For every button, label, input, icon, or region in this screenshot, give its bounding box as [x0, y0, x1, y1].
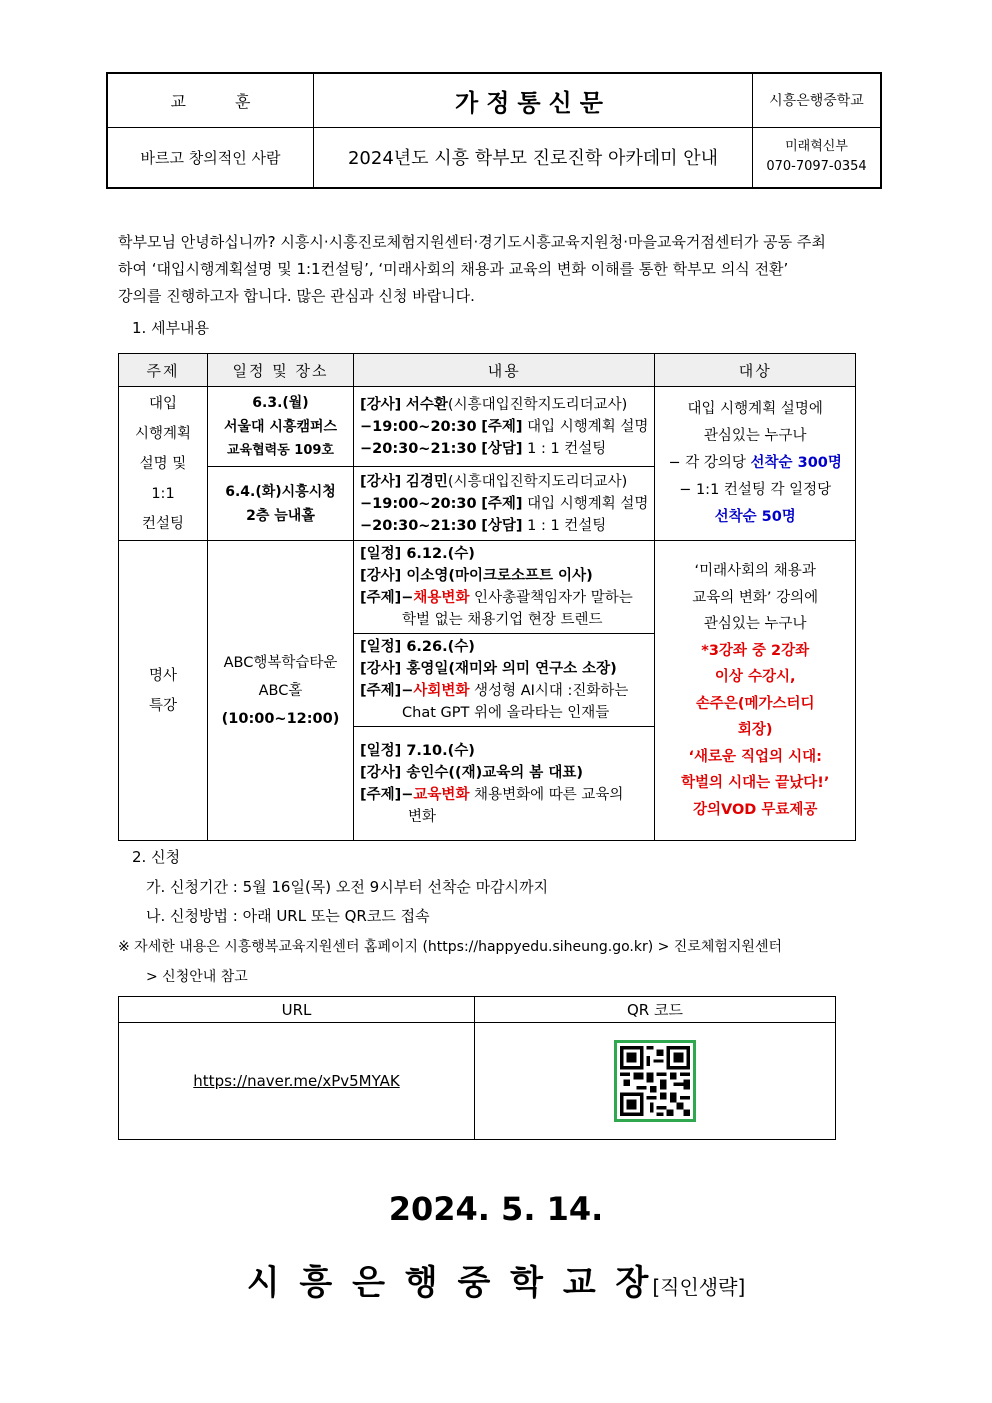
motto-label: 교 훈 [107, 73, 314, 127]
schedule-cell-1 [208, 387, 354, 467]
target-line: 관심있는 누구나 [703, 428, 807, 444]
url-header: URL [119, 997, 475, 1023]
registration-link[interactable]: https://naver.me/xPv5MYAK [193, 1072, 400, 1090]
lecture-topic: [주제]−교육변화 채용변화에 따른 교육의 [360, 786, 624, 803]
topic-cell-special-lecture [119, 541, 208, 841]
lecture-date: [일정] 6.26.(수) [360, 639, 475, 655]
seal-note: [직인생략] [652, 1275, 746, 1299]
target-line: 손주은(메가스터디 [695, 695, 815, 712]
col-header-content: 내용 [354, 354, 655, 387]
lecture-speaker: [강사] 홍영일(재미와 의미 연구소 소장) [360, 661, 617, 677]
lecture-speaker: [강사] 송인수((재)교육의 봄 대표) [360, 764, 583, 781]
target-cell-admission [655, 387, 856, 541]
target-line: *3강좌 중 2강좌 [701, 642, 810, 659]
topic-line: 명사 [148, 667, 177, 684]
intro-line: 하여 ‘대입시행계획설명 및 1:1컨설팅’, ‘미래사회의 채용과 교육의 변화 이해를 통한 학부모 의식 전환’ [118, 260, 789, 278]
lecture-2 [354, 634, 655, 727]
content-line: [강사] 서수환(시흥대입진학지도리더교사) [360, 396, 628, 413]
section-1-title: 1. 세부내용 [132, 319, 210, 337]
lecture-topic-cont: 학벌 없는 채용기업 현장 트렌드 [402, 612, 603, 628]
target-line: 회장) [737, 722, 773, 738]
intro-paragraph [118, 229, 858, 310]
lecture-3 [354, 727, 655, 841]
topic-line: 컨설팅 [141, 515, 185, 532]
target-line: 관심있는 누구나 [703, 616, 807, 632]
schedule-line: ABC홀 [258, 682, 303, 699]
url-cell [119, 1023, 475, 1140]
intro-line: 강의를 진행하고자 합니다. 많은 관심과 신청 바랍니다. [118, 287, 475, 305]
application-method: 나. 신청방법 : 아래 URL 또는 QR코드 접속 [146, 907, 430, 925]
schedule-line: ABC행복학습타운 [223, 654, 338, 671]
col-header-schedule: 일정 및 장소 [208, 354, 354, 387]
issue-date: 2024. 5. 14. [388, 1190, 604, 1228]
content-line: −19:00~20:30 [주제] 대입 시행계획 설명 [360, 418, 649, 435]
target-line: − 각 강의당 선착순 300명 [668, 455, 842, 471]
target-line: 강의VOD 무료제공 [692, 801, 818, 818]
target-line: ‘미래사회의 채용과 [694, 563, 816, 579]
department-contact [753, 127, 882, 188]
target-cell-lecture [655, 541, 856, 841]
qr-header: QR 코드 [475, 997, 836, 1023]
target-line: 학벌의 시대는 끝났다!’ [681, 775, 830, 791]
school-name: 시흥은행중학교 [753, 73, 882, 127]
department: 미래혁신부 [785, 139, 848, 155]
target-line: 선착순 50명 [714, 509, 796, 525]
target-line: 교육의 변화’ 강의에 [692, 589, 819, 606]
qr-code-icon[interactable] [614, 1040, 696, 1122]
content-line: −19:00~20:30 [주제] 대입 시행계획 설명 [360, 495, 649, 512]
section-2-title: 2. 신청 [132, 848, 181, 866]
application-period: 가. 신청기간 : 5월 16일(목) 오전 9시부터 선착순 마감시까지 [146, 878, 549, 896]
content-line: [강사] 김경민(시흥대입진학지도리더교사) [360, 473, 628, 490]
col-header-target: 대상 [655, 354, 856, 387]
details-table [118, 353, 856, 841]
schedule-line: 교육협력동 109호 [226, 442, 334, 458]
content-cell-2 [354, 467, 655, 541]
page-title: 가정통신문 [314, 73, 753, 127]
topic-line: 시행계획 [134, 425, 192, 442]
lecture-date: [일정] 7.10.(수) [360, 742, 475, 759]
principal-title: 시 흥 은 행 중 학 교 장 [246, 1263, 653, 1303]
schedule-line: 6.4.(화)시흥시청 [225, 483, 336, 500]
target-line: ‘새로운 직업의 시대: [688, 748, 822, 765]
content-line: −20:30~21:30 [상담] 1 : 1 컨설팅 [360, 440, 607, 457]
target-line: 이상 수강시, [714, 669, 796, 685]
col-header-topic: 주제 [119, 354, 208, 387]
lecture-topic: [주제]−채용변화 인사총괄책임자가 말하는 [360, 590, 633, 606]
schedule-cell-2 [208, 467, 354, 541]
motto: 바르고 창의적인 사람 [107, 127, 314, 188]
schedule-cell-lecture [208, 541, 354, 841]
schedule-line: 6.3.(월) [252, 394, 309, 411]
topic-line: 설명 및 [139, 455, 187, 472]
lecture-topic-cont: Chat GPT 위에 올라타는 인재들 [402, 705, 610, 721]
content-line: −20:30~21:30 [상담] 1 : 1 컨설팅 [360, 517, 607, 534]
detail-note-cont: > 신청안내 참고 [146, 969, 248, 985]
lecture-date: [일정] 6.12.(수) [360, 546, 475, 562]
registration-table [118, 996, 836, 1140]
target-line: − 1:1 컨설팅 각 일정당 [679, 482, 832, 498]
header-table [106, 72, 882, 189]
schedule-line: 서울대 시흥캠퍼스 [223, 418, 338, 435]
principal-signature [0, 1255, 992, 1304]
topic-cell-admission [119, 387, 208, 541]
target-line: 대입 시행계획 설명에 [687, 401, 823, 417]
lecture-1 [354, 541, 655, 634]
lecture-topic-cont: 변화 [408, 808, 437, 825]
schedule-line: (10:00~12:00) [221, 710, 340, 727]
document-subject: 2024년도 시흥 학부모 진로진학 아카데미 안내 [314, 127, 753, 188]
qr-cell [475, 1023, 836, 1140]
topic-line: 1:1 [151, 485, 175, 502]
lecture-topic: [주제]−사회변화 생성형 AI시대 :진화하는 [360, 683, 629, 699]
schedule-line: 2층 늠내홀 [246, 507, 315, 524]
topic-line: 특강 [148, 697, 177, 714]
detail-note: ※ 자세한 내용은 시흥행복교육지원센터 홈페이지 (https://happyedu.siheung.go.kr) > 진로체험지원센터 [118, 939, 782, 955]
content-cell-1 [354, 387, 655, 467]
topic-line: 대입 [148, 395, 177, 412]
intro-line: 학부모님 안녕하십니까? 시흥시·시흥진로체험지원센터·경기도시흥교육지원청·마을교육거점센터가 공동 주최 [118, 233, 826, 251]
phone-number: 070-7097-0354 [766, 159, 867, 175]
lecture-speaker: [강사] 이소영(마이크로소프트 이사) [360, 568, 593, 584]
